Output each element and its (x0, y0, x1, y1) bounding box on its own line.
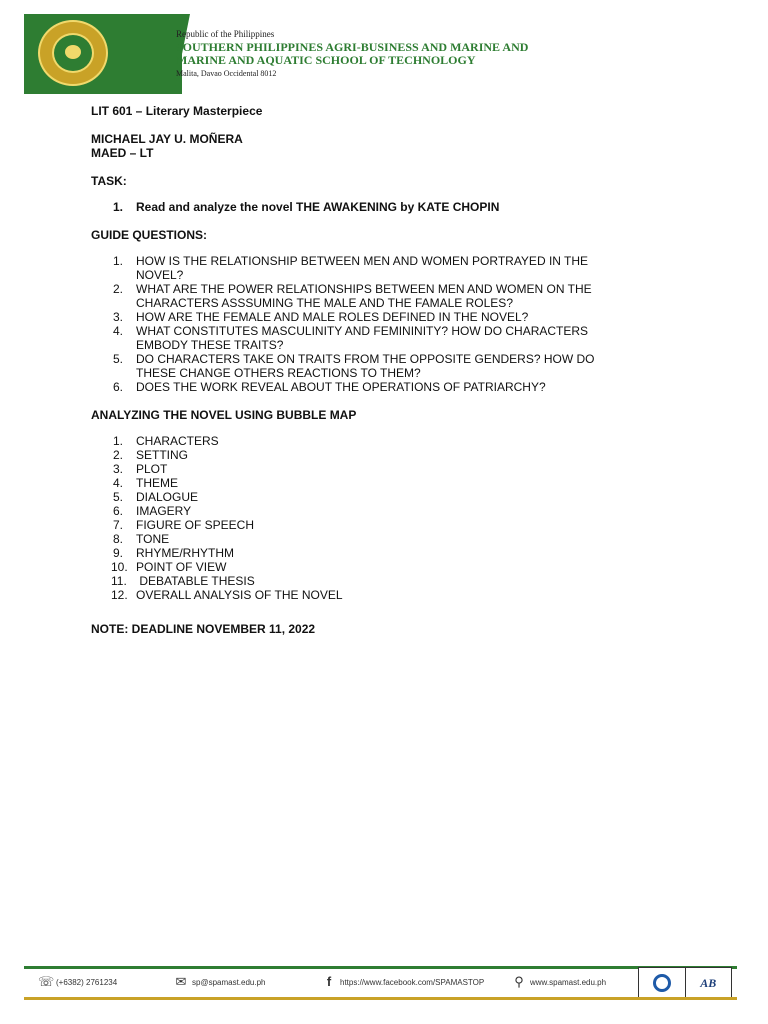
bubble-map-list (91, 434, 691, 602)
list-item: 8. TONE (113, 532, 170, 546)
footer-website[interactable]: ⚲ www.spamast.edu.ph (512, 975, 606, 989)
footer-email[interactable]: ✉ sp@spamast.edu.ph (175, 974, 266, 989)
student-name: MICHAEL JAY U. MOÑERA (91, 132, 243, 146)
phone-icon: ☏ (38, 974, 55, 989)
list-item: 5. DIALOGUE (113, 490, 199, 504)
magnifier-icon: ⚲ (514, 974, 524, 989)
letterhead-text (176, 29, 528, 78)
school-name-line2: MARINE AND AQUATIC SCHOOL OF TECHNOLOGY (176, 53, 476, 67)
accreditation-logo-icon: AB (700, 975, 717, 990)
guide-questions-list (91, 254, 691, 394)
school-name-line1: SOUTHERN PHILIPPINES AGRI-BUSINESS AND MARINE AND (176, 40, 529, 54)
list-item: 12. OVERALL ANALYSIS OF THE NOVEL (111, 588, 343, 602)
guide-questions-heading: GUIDE QUESTIONS: (91, 228, 208, 242)
list-item: 2. WHAT ARE THE POWER RELATIONSHIPS BETWEEN MEN AND WOMEN ON THE CHARACTERS ASSSUMING THE MALE AND THE FAMALE ROLES? (113, 282, 592, 310)
footer-phone: ☏ (+6382) 2761234 (38, 974, 118, 989)
school-seal-icon (38, 20, 108, 86)
list-item: 3. PLOT (113, 462, 168, 476)
envelope-icon: ✉ (175, 974, 187, 989)
course-title: LIT 601 – Literary Masterpiece (91, 104, 263, 118)
task-heading: TASK: (91, 174, 127, 188)
list-item: 1. CHARACTERS (113, 434, 219, 448)
list-item: 3. HOW ARE THE FEMALE AND MALE ROLES DEFINED IN THE NOVEL? (113, 310, 529, 324)
task-item: 1. Read and analyze the novel THE AWAKENING by KATE CHOPIN (113, 200, 500, 214)
list-item: 6. IMAGERY (113, 504, 192, 518)
deadline-note: NOTE: DEADLINE NOVEMBER 11, 2022 (91, 622, 316, 636)
footer-bar (24, 966, 737, 1000)
certification-logos (638, 967, 732, 999)
list-item: 9. RHYME/RHYTHM (113, 546, 234, 560)
school-address: Malita, Davao Occidental 8012 (176, 69, 277, 78)
bubble-map-heading: ANALYZING THE NOVEL USING BUBBLE MAP (91, 408, 357, 422)
list-item: 2. SETTING (113, 448, 189, 462)
document-body (91, 104, 691, 636)
header-green-band (24, 14, 182, 94)
footer-facebook[interactable]: f https://www.facebook.com/SPAMASTOP (322, 975, 484, 989)
list-item: 10. POINT OF VIEW (111, 560, 227, 574)
list-item: 4. THEME (113, 476, 178, 490)
list-item: 5. DO CHARACTERS TAKE ON TRAITS FROM THE OPPOSITE GENDERS? HOW DO THESE CHANGE OTHERS REACTIONS TO THEM? (113, 352, 595, 380)
facebook-icon: f (326, 974, 332, 989)
list-item: 4. WHAT CONSTITUTES MASCULINITY AND FEMININITY? HOW DO CHARACTERS EMBODY THESE TRAITS? (113, 324, 589, 352)
list-item: 6. DOES THE WORK REVEAL ABOUT THE OPERATIONS OF PATRIARCHY? (113, 380, 546, 394)
republic-line: Republic of the Philippines (176, 29, 275, 39)
list-item: 7. FIGURE OF SPEECH (113, 518, 255, 532)
program: MAED – LT (91, 146, 154, 160)
list-item: 1. HOW IS THE RELATIONSHIP BETWEEN MEN AND WOMEN PORTRAYED IN THE NOVEL? (113, 254, 589, 282)
socotec-logo-icon (639, 968, 686, 998)
list-item: 11. DEBATABLE THESIS (111, 574, 255, 588)
letterhead (24, 14, 564, 94)
